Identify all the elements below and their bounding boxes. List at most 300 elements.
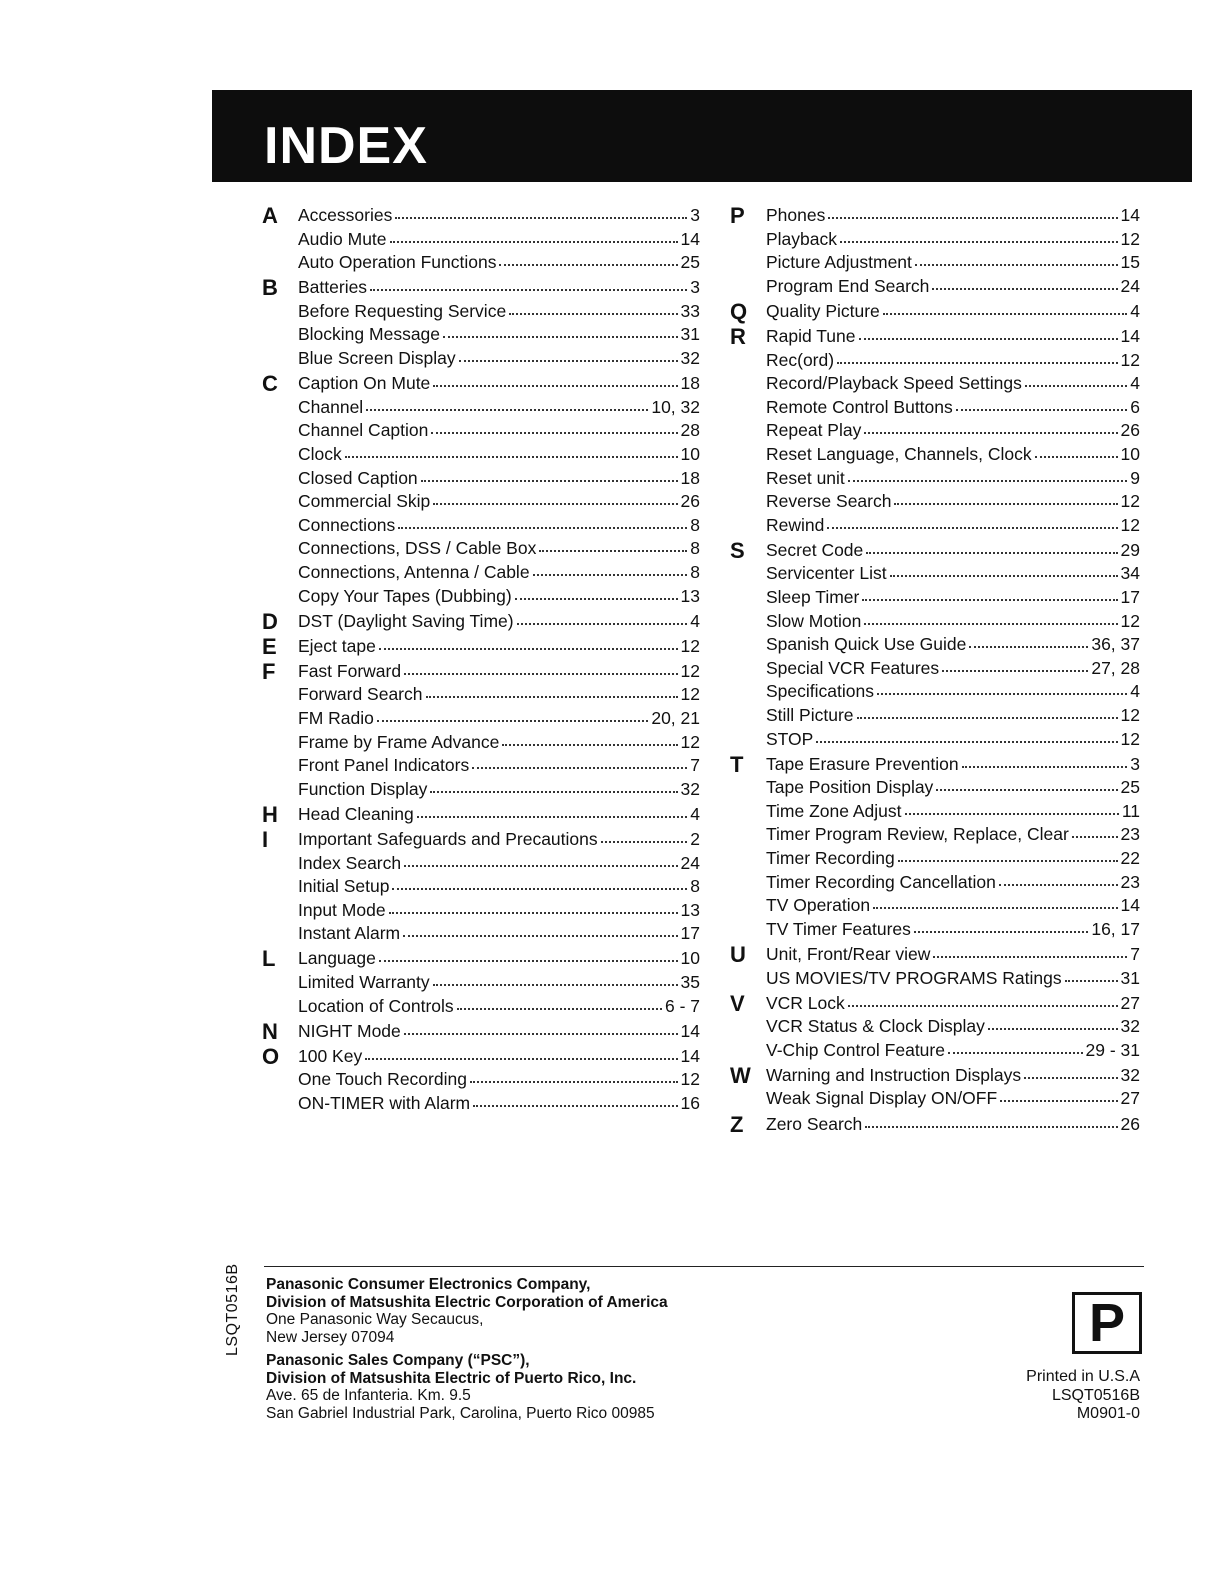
leader-dots (848, 479, 1127, 482)
index-term: TV Operation (766, 895, 871, 916)
leader-dots (864, 622, 1117, 625)
leader-dots (936, 788, 1117, 791)
index-entry (298, 372, 700, 396)
index-entry (298, 537, 700, 561)
index-term: One Touch Recording (298, 1069, 467, 1090)
index-page-number: 23 (1120, 824, 1140, 845)
index-page-number: 12 (680, 684, 700, 705)
index-entry (766, 275, 1140, 299)
index-page-number: 8 (690, 561, 700, 582)
index-term: Accessories (298, 205, 393, 225)
index-group-s (730, 539, 1140, 751)
index-term: Timer Recording (766, 848, 895, 869)
index-term: VCR Lock (766, 992, 845, 1013)
index-page-number: 32 (680, 778, 700, 799)
index-term: NIGHT Mode (298, 1020, 401, 1041)
company1-address-line2: New Jersey 07094 (266, 1328, 395, 1346)
index-entry (298, 852, 700, 876)
company1-name: Panasonic Consumer Electronics Company, (266, 1276, 591, 1293)
index-term: TV Timer Features (766, 918, 911, 939)
index-letter: Z (730, 1111, 744, 1137)
index-page-number: 31 (1120, 967, 1140, 988)
index-letter: Q (730, 298, 748, 324)
index-entry (298, 1092, 700, 1116)
index-letter: V (730, 990, 745, 1016)
leader-dots (948, 1051, 1083, 1054)
index-group-t (730, 753, 1140, 942)
index-page-number: 4 (1130, 681, 1140, 702)
index-term: VCR Status & Clock Display (766, 1016, 985, 1037)
index-page-number: 22 (1120, 848, 1140, 869)
index-term: Record/Playback Speed Settings (766, 373, 1022, 394)
index-term: Initial Setup (298, 876, 390, 897)
index-page-number: 27, 28 (1091, 657, 1140, 678)
leader-dots (1025, 384, 1127, 387)
leader-dots (457, 1007, 662, 1010)
index-term: DST (Daylight Saving Time) (298, 610, 514, 631)
leader-dots (1072, 835, 1118, 838)
index-letter: I (262, 826, 269, 852)
index-entry (298, 995, 700, 1019)
index-page-number: 14 (1120, 895, 1140, 916)
leader-dots (377, 719, 648, 722)
company2-address-line1: Ave. 65 de Infanteria. Km. 9.5 (266, 1387, 471, 1404)
leader-dots (988, 1027, 1118, 1030)
index-page-number: 12 (680, 1069, 700, 1090)
leader-dots (894, 502, 1117, 505)
leader-dots (404, 672, 677, 675)
index-term: Batteries (298, 277, 368, 298)
index-term: Index Search (298, 852, 402, 873)
index-page-number: 6 (1130, 396, 1140, 417)
index-group-q (730, 300, 1140, 324)
index-entry (766, 1087, 1140, 1111)
index-term: Special VCR Features (766, 657, 940, 678)
leader-dots (1000, 1099, 1117, 1102)
index-entry (298, 610, 700, 634)
leader-dots (864, 431, 1117, 434)
index-term: Time Zone Adjust (766, 800, 902, 821)
index-entry (766, 894, 1140, 918)
leader-dots (915, 263, 1118, 266)
index-entry (766, 800, 1140, 824)
index-term: Blue Screen Display (298, 348, 456, 369)
leader-dots (857, 716, 1118, 719)
index-page-number: 8 (690, 538, 700, 559)
index-page-number: 12 (1120, 704, 1140, 725)
index-entry (766, 728, 1140, 752)
index-group-c (262, 372, 700, 608)
index-term: Remote Control Buttons (766, 396, 953, 417)
index-entry (298, 731, 700, 755)
index-group-i (262, 828, 700, 946)
index-page-number: 29 - 31 (1085, 1039, 1140, 1060)
index-term: Program End Search (766, 275, 930, 296)
index-page-number: 4 (690, 610, 700, 631)
index-page-number: 12 (680, 660, 700, 681)
index-term: Caption On Mute (298, 373, 431, 394)
index-column-left (262, 204, 700, 1116)
index-entry (298, 1020, 700, 1044)
index-term: Reverse Search (766, 491, 892, 512)
index-page-number: 7 (1130, 943, 1140, 964)
leader-dots (345, 455, 678, 458)
leader-dots (883, 312, 1127, 315)
index-page-number: 13 (680, 585, 700, 606)
leader-dots (859, 337, 1118, 340)
leader-dots (601, 840, 688, 843)
index-entry (298, 323, 700, 347)
index-term: Playback (766, 228, 838, 249)
index-page-number: 4 (1130, 373, 1140, 394)
leader-dots (472, 766, 687, 769)
leader-dots (956, 408, 1128, 411)
index-entry (298, 803, 700, 827)
side-document-code: LSQT0516B (224, 1263, 241, 1356)
index-page-number: 3 (1130, 753, 1140, 774)
index-page-number: 18 (680, 467, 700, 488)
index-entry (766, 753, 1140, 777)
index-page-number: 10 (1120, 443, 1140, 464)
index-column-right (730, 204, 1140, 1136)
index-term: US MOVIES/TV PROGRAMS Ratings (766, 967, 1062, 988)
index-entry (298, 467, 700, 491)
print-code: M0901-0 (1076, 1405, 1140, 1422)
doc-code: LSQT0516B (1051, 1386, 1140, 1404)
index-page-number: 8 (690, 514, 700, 535)
leader-dots (827, 526, 1117, 529)
leader-dots (848, 1004, 1118, 1007)
index-entry (766, 943, 1140, 967)
index-term: Clock (298, 443, 342, 464)
index-page-number: 14 (680, 228, 700, 249)
leader-dots (426, 695, 678, 698)
index-letter: P (730, 203, 745, 228)
leader-dots (866, 551, 1117, 554)
index-group-w (730, 1064, 1140, 1111)
index-group-u (730, 943, 1140, 990)
leader-dots (840, 240, 1118, 243)
index-page-number: 36, 37 (1091, 634, 1140, 655)
index-page-number: 11 (1121, 800, 1140, 821)
index-term: Frame by Frame Advance (298, 731, 500, 752)
index-page-number: 12 (1120, 228, 1140, 249)
index-term: Eject tape (298, 635, 376, 656)
company2-division: Division of Matsushita Electric of Puerto Rico, Inc. (266, 1369, 637, 1387)
leader-dots (905, 812, 1119, 815)
index-entry (766, 657, 1140, 681)
index-page-number: 8 (690, 876, 700, 897)
index-letter: N (262, 1018, 278, 1044)
index-term: ON-TIMER with Alarm (298, 1092, 471, 1113)
index-page-number: 32 (1120, 1016, 1140, 1037)
index-page-number: 25 (680, 252, 700, 273)
leader-dots (433, 983, 678, 986)
leader-dots (898, 859, 1118, 862)
index-letter: U (730, 941, 746, 967)
index-entry (298, 251, 700, 275)
leader-dots (421, 479, 678, 482)
index-page-number: 16 (680, 1092, 700, 1113)
index-entry (298, 899, 700, 923)
index-term: Forward Search (298, 684, 423, 705)
index-term: Tape Position Display (766, 777, 934, 798)
index-term: Auto Operation Functions (298, 252, 497, 273)
index-term: Fast Forward (298, 660, 402, 681)
index-group-n (262, 1020, 700, 1044)
index-term: Unit, Front/Rear view (766, 943, 931, 964)
index-term: Secret Code (766, 539, 864, 560)
index-term: Connections, Antenna / Cable (298, 561, 530, 582)
leader-dots (473, 1104, 677, 1107)
index-entry (298, 490, 700, 514)
index-page-number: 12 (1120, 610, 1140, 631)
index-term: Function Display (298, 778, 428, 799)
leader-dots (459, 359, 678, 362)
index-page-number: 14 (1120, 205, 1140, 225)
index-letter: A (262, 203, 278, 228)
leader-dots (933, 955, 1127, 958)
index-entry (298, 660, 700, 684)
index-group-f (262, 660, 700, 802)
index-term: Instant Alarm (298, 923, 401, 944)
index-term: Warning and Instruction Displays (766, 1064, 1022, 1085)
leader-dots (431, 431, 677, 434)
index-entry (766, 847, 1140, 871)
index-term: Repeat Play (766, 420, 862, 441)
leader-dots (365, 1057, 677, 1060)
index-term: Spanish Quick Use Guide (766, 634, 967, 655)
index-term: Language (298, 948, 376, 969)
leader-dots (890, 574, 1118, 577)
index-page-number: 26 (1120, 1113, 1140, 1134)
index-entry (766, 349, 1140, 373)
index-page-number: 7 (690, 755, 700, 776)
index-page-number: 14 (1120, 325, 1140, 346)
index-entry (766, 633, 1140, 657)
index-group-d (262, 610, 700, 634)
company1-address-line1: One Panasonic Way Secaucus, (266, 1311, 484, 1328)
company2-name: Panasonic Sales Company (“PSC”), (266, 1352, 530, 1369)
company2-address-line2: San Gabriel Industrial Park, Carolina, Puerto Rico 00985 (266, 1404, 655, 1422)
index-term: V-Chip Control Feature (766, 1039, 945, 1060)
leader-dots (366, 408, 648, 411)
index-term: Before Requesting Service (298, 300, 507, 321)
index-page-number: 33 (680, 300, 700, 321)
index-entry (298, 971, 700, 995)
index-page-number: 18 (680, 373, 700, 394)
index-page-number: 26 (680, 491, 700, 512)
index-letter: H (262, 801, 278, 827)
index-page-number: 17 (1120, 587, 1140, 607)
index-term: Sleep Timer (766, 587, 860, 607)
index-group-p (730, 204, 1140, 298)
index-page-number: 35 (680, 972, 700, 992)
index-entry (298, 754, 700, 778)
index-entry (766, 918, 1140, 942)
leader-dots (1035, 455, 1118, 458)
leader-dots (395, 216, 687, 219)
index-term: Slow Motion (766, 610, 862, 631)
leader-dots (969, 645, 1088, 648)
leader-dots (862, 598, 1117, 601)
index-group-v (730, 992, 1140, 1063)
index-group-o (262, 1045, 700, 1116)
index-letter: O (262, 1043, 280, 1069)
index-entry (766, 443, 1140, 467)
index-page-number: 12 (680, 731, 700, 752)
page-title: INDEX (264, 117, 428, 175)
index-term: Reset unit (766, 467, 845, 488)
index-page-number: 14 (680, 1020, 700, 1041)
index-term: Tape Erasure Prevention (766, 753, 959, 774)
leader-dots (873, 906, 1117, 909)
leader-dots (932, 287, 1117, 290)
index-entry (298, 828, 700, 852)
index-term: Audio Mute (298, 228, 387, 249)
index-page-number: 16, 17 (1091, 918, 1140, 939)
index-group-b (262, 276, 700, 370)
index-page-number: 12 (1120, 514, 1140, 535)
index-page-number: 4 (690, 803, 700, 824)
index-entry (766, 419, 1140, 443)
index-page-number: 12 (1120, 728, 1140, 749)
index-page-number: 3 (690, 277, 700, 298)
index-term: Connections, DSS / Cable Box (298, 538, 537, 559)
index-entry (298, 396, 700, 420)
leader-dots (404, 1032, 678, 1035)
index-term: Rapid Tune (766, 325, 856, 346)
leader-dots (914, 930, 1088, 933)
index-entry (298, 300, 700, 324)
leader-dots (877, 692, 1127, 695)
index-term: FM Radio (298, 707, 374, 728)
index-term: Still Picture (766, 704, 854, 725)
index-entry (766, 586, 1140, 610)
leader-dots (502, 743, 677, 746)
index-entry (766, 967, 1140, 991)
index-entry (298, 443, 700, 467)
footer-divider (264, 1266, 1144, 1267)
index-entry (298, 204, 700, 228)
leader-dots (389, 911, 678, 914)
index-entry (766, 823, 1140, 847)
leader-dots (433, 384, 677, 387)
index-letter: L (262, 946, 276, 972)
index-entry (298, 1045, 700, 1069)
index-term: Important Safeguards and Precautions (298, 828, 598, 849)
index-entry (766, 325, 1140, 349)
index-term: Closed Caption (298, 467, 418, 488)
index-page-number: 10 (680, 443, 700, 464)
leader-dots (370, 288, 687, 291)
printed-in: Printed in U.S.A (1026, 1368, 1140, 1385)
index-group-l (262, 947, 700, 1018)
index-letter: E (262, 633, 277, 659)
p-logo: P (1072, 1292, 1142, 1354)
leader-dots (379, 959, 678, 962)
index-letter: R (730, 323, 746, 349)
index-letter: C (262, 371, 278, 397)
index-entry (766, 514, 1140, 538)
index-letter: F (262, 658, 276, 684)
index-page-number: 14 (680, 1045, 700, 1066)
index-page-number: 12 (680, 635, 700, 656)
leader-dots (403, 934, 677, 937)
index-page-number: 32 (680, 348, 700, 369)
index-term: Quality Picture (766, 300, 880, 321)
index-page-number: 10, 32 (651, 396, 700, 417)
index-entry (298, 514, 700, 538)
index-entry (298, 585, 700, 609)
index-term: STOP (766, 728, 814, 749)
leader-dots (430, 790, 677, 793)
index-entry (766, 490, 1140, 514)
index-entry (766, 1113, 1140, 1137)
index-page-number: 27 (1120, 992, 1140, 1013)
leader-dots (509, 312, 677, 315)
index-banner (212, 90, 1192, 182)
leader-dots (517, 622, 688, 625)
leader-dots (390, 240, 678, 243)
index-letter: W (730, 1062, 751, 1088)
index-term: Rewind (766, 514, 825, 535)
index-term: Front Panel Indicators (298, 755, 470, 776)
index-term: Head Cleaning (298, 803, 414, 824)
index-page-number: 6 - 7 (664, 995, 700, 1016)
index-page-number: 31 (680, 324, 700, 345)
index-term: Specifications (766, 681, 874, 702)
index-page-number: 15 (1120, 252, 1140, 273)
index-entry (766, 610, 1140, 634)
index-entry (298, 683, 700, 707)
index-page-number: 25 (1120, 777, 1140, 798)
index-term: Channel (298, 396, 364, 417)
index-page-number: 9 (1130, 467, 1140, 488)
index-entry (766, 680, 1140, 704)
index-entry (298, 419, 700, 443)
index-term: Location of Controls (298, 995, 454, 1016)
index-entry (298, 875, 700, 899)
leader-dots (515, 597, 678, 600)
index-term: Commercial Skip (298, 491, 431, 512)
index-page-number: 28 (680, 420, 700, 441)
leader-dots (942, 669, 1088, 672)
index-page-number: 17 (680, 923, 700, 944)
index-term: Zero Search (766, 1113, 863, 1134)
index-page-number: 34 (1120, 563, 1140, 584)
index-page-number: 12 (1120, 349, 1140, 370)
index-term: Phones (766, 205, 826, 225)
index-term: Timer Program Review, Replace, Clear (766, 824, 1069, 845)
index-entry (766, 372, 1140, 396)
leader-dots (443, 335, 678, 338)
index-entry (298, 922, 700, 946)
index-page-number: 23 (1120, 871, 1140, 892)
index-page-number: 13 (680, 899, 700, 920)
index-entry (298, 947, 700, 971)
index-entry (766, 467, 1140, 491)
index-entry (298, 1068, 700, 1092)
index-page-number: 32 (1120, 1064, 1140, 1085)
leader-dots (816, 740, 1117, 743)
leader-dots (499, 263, 677, 266)
index-term: Copy Your Tapes (Dubbing) (298, 585, 512, 606)
index-entry (766, 300, 1140, 324)
leader-dots (392, 887, 687, 890)
index-term: Channel Caption (298, 420, 429, 441)
leader-dots (999, 883, 1118, 886)
